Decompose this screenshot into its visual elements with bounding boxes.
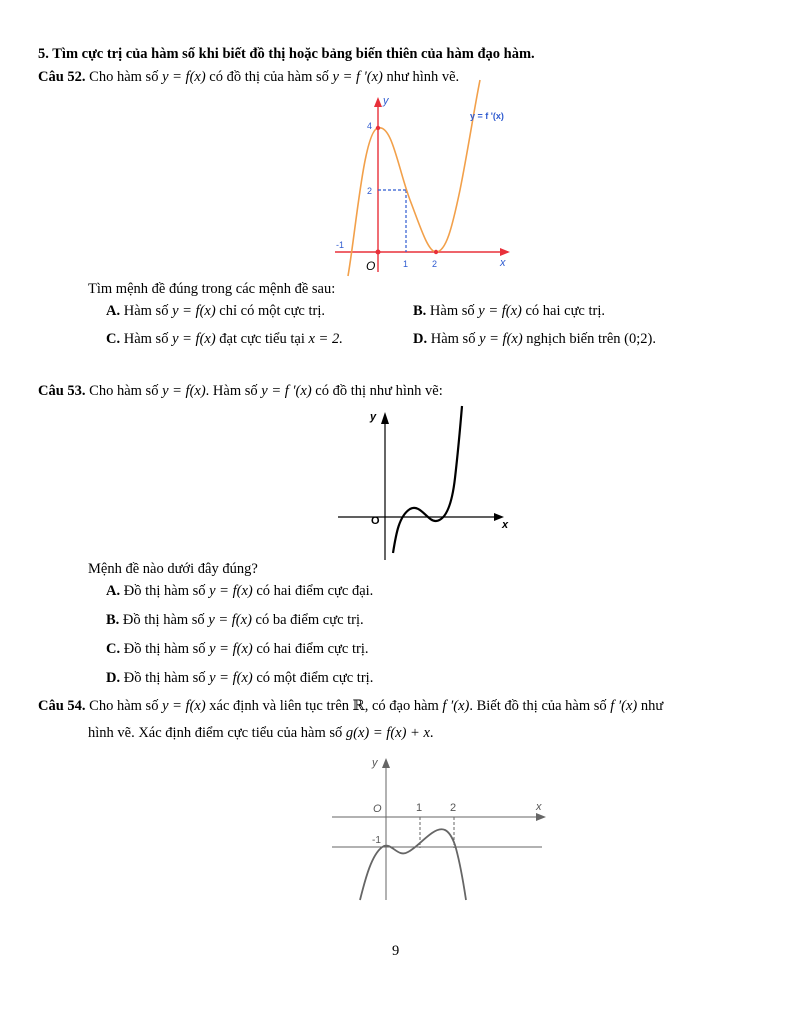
option-text: nghịch biến trên [526, 331, 621, 347]
option-text: Hàm số [123, 303, 169, 319]
q53-stem-text: Cho hàm số [89, 383, 159, 399]
option-text: Đồ thị hàm số [123, 670, 206, 686]
q54-expr-f: y = f(x) [162, 698, 206, 714]
option-expr: y = f(x) [209, 670, 253, 686]
option-expr: y = f(x) [172, 303, 216, 319]
q54-tick-label: 2 [450, 802, 457, 814]
q53-label: Câu 53. [38, 383, 86, 399]
section-title: 5. Tìm cực trị của hàm số khi biết đồ thị hoặc bảng biến thiên của hàm đạo hàm. [38, 46, 535, 62]
q54-stem-text: hình vẽ. Xác định điểm cực tiểu của hàm số [88, 725, 343, 741]
option-expr: y = f(x) [209, 641, 253, 657]
q54-x-arrow [536, 813, 546, 821]
option-text: Hàm số [430, 331, 476, 347]
q52-expr-f: y = f(x) [162, 69, 206, 85]
option-text: Đồ thị hàm số [122, 612, 205, 628]
option-text: có ba điểm cực trị. [255, 612, 364, 628]
q54-expr-fprime: f ′(x) [610, 698, 638, 714]
option-text: Đồ thị hàm số [123, 641, 206, 657]
q54-stem-text: , có đạo hàm [364, 698, 439, 714]
q54-tick-label: -1 [372, 835, 381, 846]
q54-x-label: x [536, 801, 542, 813]
q52-tick-label: 2 [432, 259, 438, 269]
q52-expr-fprime: y = f '(x) [332, 69, 383, 85]
page-number: 9 [392, 943, 400, 959]
q54-label: Câu 54. [38, 698, 86, 714]
option-text: có hai cực trị. [525, 303, 606, 319]
option-key: D. [413, 331, 428, 347]
option-text: đạt cực tiểu tại [219, 331, 305, 347]
q52-stem-text: như hình vẽ. [386, 69, 460, 85]
q54-stem-text: . Biết đồ thị của hàm số [469, 698, 607, 714]
option-text: có hai điểm cực đại. [256, 583, 374, 599]
q53-x-label: x [502, 519, 509, 531]
option-expr: y = f(x) [478, 303, 522, 319]
option-expr: y = f(x) [208, 612, 252, 628]
option-key: B. [413, 303, 427, 319]
q52-tick-label: 1 [403, 259, 409, 269]
q54-stem-text: xác định và liên tục trên [209, 698, 350, 714]
q53-stem-text: . Hàm số [205, 383, 258, 399]
option-expr: (0;2). [624, 331, 656, 347]
q54-origin-label: O [373, 803, 382, 815]
q53-expr-f: y = f(x) [162, 383, 206, 399]
option-text: chỉ có một cực trị. [219, 303, 325, 319]
option-key: C. [106, 641, 121, 657]
option-text: Đồ thị hàm số [123, 583, 206, 599]
q52-origin-label: O [366, 259, 376, 273]
q53-expr-fprime: y = f ′(x) [261, 383, 312, 399]
q54-y-label: y [372, 757, 378, 769]
option-text: có hai điểm cực trị. [256, 641, 369, 657]
q52-curve-label: y = f '(x) [470, 111, 504, 121]
q52-tick-label: -1 [336, 240, 345, 250]
option-expr: x = 2. [308, 331, 343, 347]
option-key: A. [106, 583, 121, 599]
q53-y-label: y [370, 411, 377, 423]
q52-label: Câu 52. [38, 69, 86, 85]
q52-y-label: y [383, 95, 389, 107]
option-expr: y = f(x) [479, 331, 523, 347]
q53-prompt: Mệnh đề nào dưới đây đúng? [88, 561, 258, 577]
option-expr: y = f(x) [209, 583, 253, 599]
q52-stem-text: Cho hàm số [89, 69, 159, 85]
q54-expr-g: g(x) = f(x) + x [345, 725, 430, 741]
q52-tick-label: 2 [367, 186, 373, 196]
option-key: B. [106, 612, 120, 628]
q52-prompt: Tìm mệnh đề đúng trong các mệnh đề sau: [88, 281, 336, 297]
q52-x-label: x [500, 257, 506, 269]
q54-tick-label: 1 [416, 802, 423, 814]
option-expr: y = f(x) [172, 331, 216, 347]
q54-reals-symbol: ℝ [352, 698, 365, 714]
option-key: A. [106, 303, 121, 319]
q54-y-arrow [382, 758, 390, 768]
q52-stem-text: có đồ thị của hàm số [209, 69, 329, 85]
option-key: C. [106, 331, 121, 347]
q53-stem-text: có đồ thị như hình vẽ: [315, 383, 443, 399]
option-text: Hàm số [123, 331, 169, 347]
q54-expr-fprime: f ′(x) [442, 698, 470, 714]
option-text: Hàm số [429, 303, 475, 319]
q54-stem-text: . [429, 725, 434, 741]
q52-tick-label: 4 [367, 121, 373, 131]
q54-stem-text: như [640, 698, 664, 714]
q54-stem-text: Cho hàm số [89, 698, 159, 714]
option-text: có một điểm cực trị. [256, 670, 374, 686]
q53-origin-label: O [371, 515, 380, 527]
option-key: D. [106, 670, 121, 686]
